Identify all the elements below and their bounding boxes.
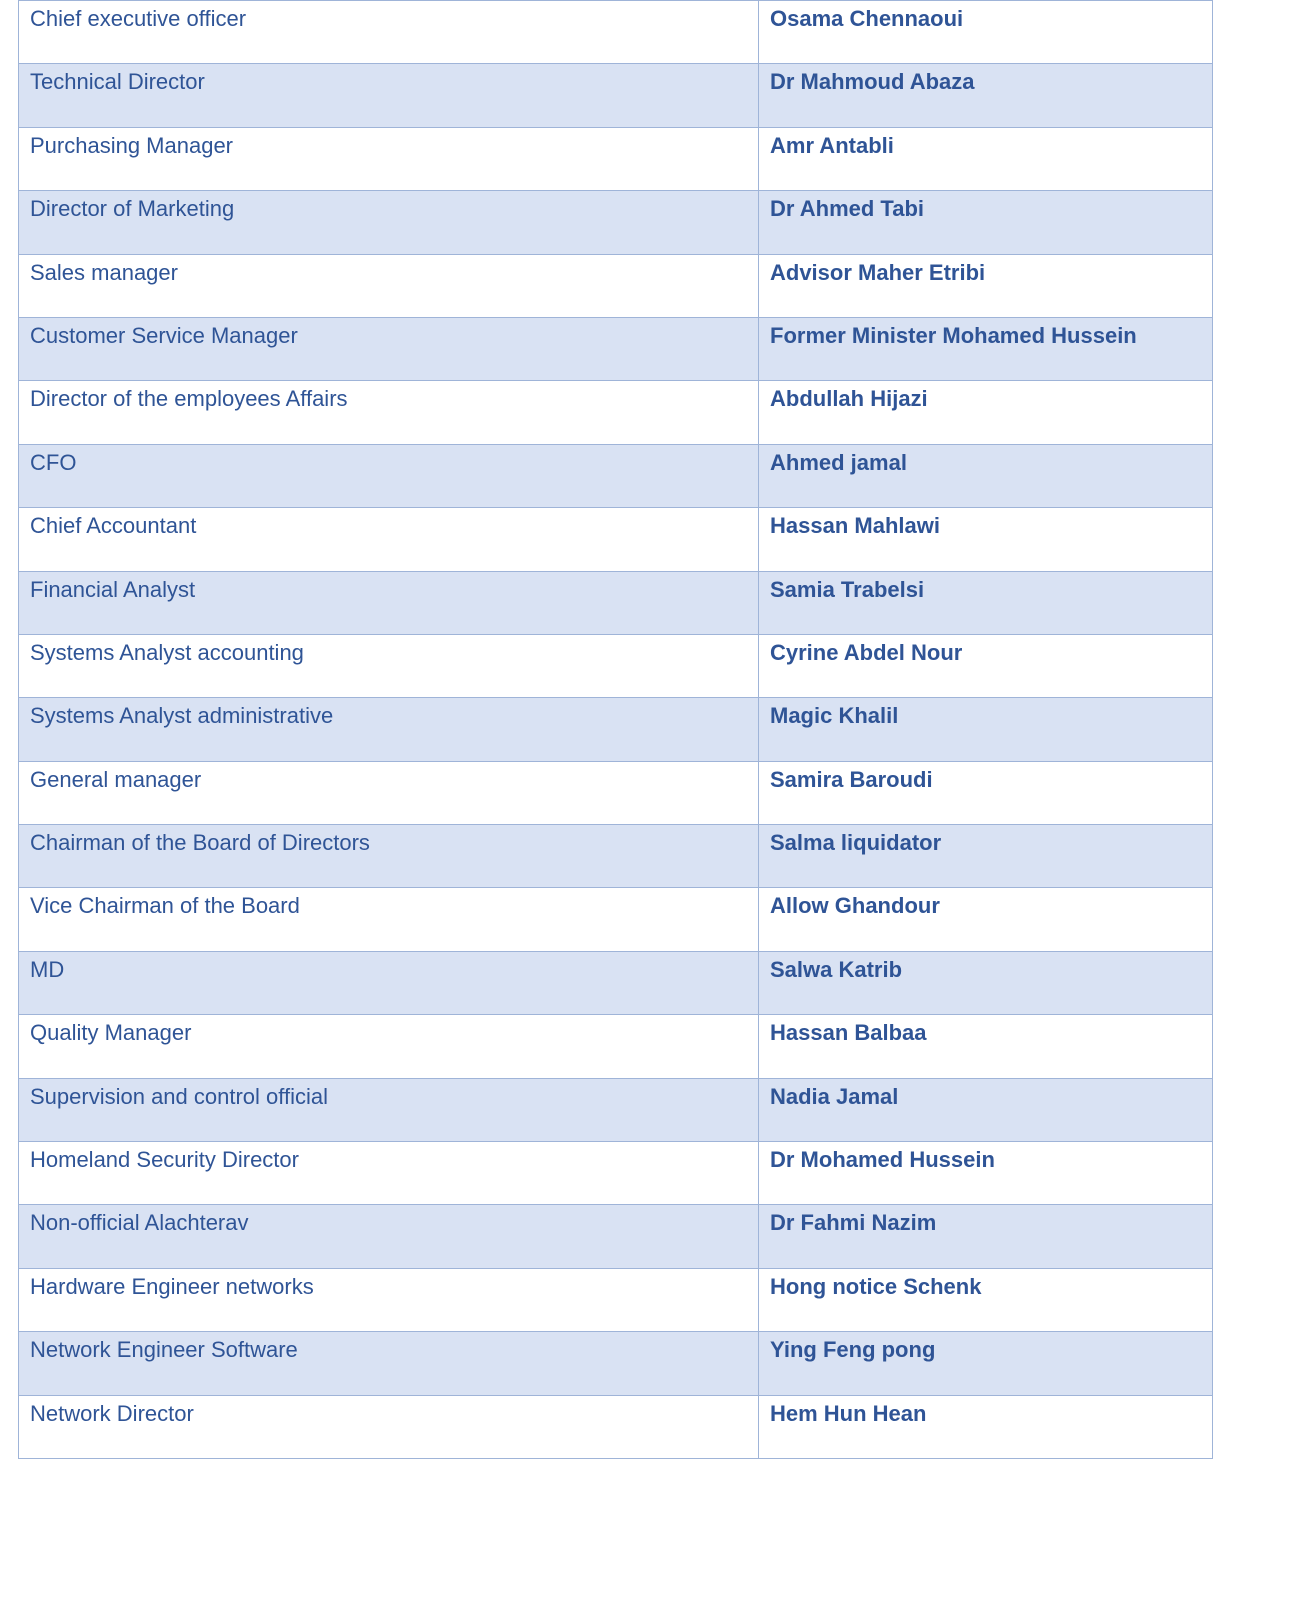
name-cell: Nadia Jamal — [759, 1078, 1213, 1141]
table-row — [19, 191, 1213, 254]
table-row — [19, 1268, 1213, 1331]
table-row — [19, 1205, 1213, 1268]
table-row — [19, 317, 1213, 380]
role-cell: Homeland Security Director — [19, 1142, 759, 1205]
name-cell: Abdullah Hijazi — [759, 381, 1213, 444]
table-row — [19, 571, 1213, 634]
role-cell: Vice Chairman of the Board — [19, 888, 759, 951]
role-cell: Financial Analyst — [19, 571, 759, 634]
role-cell: Chairman of the Board of Directors — [19, 825, 759, 888]
name-cell: Hassan Balbaa — [759, 1015, 1213, 1078]
staff-directory-table — [18, 0, 1213, 1459]
table-row — [19, 698, 1213, 761]
name-cell: Allow Ghandour — [759, 888, 1213, 951]
table-row — [19, 634, 1213, 697]
table-row — [19, 381, 1213, 444]
name-cell: Dr Mohamed Hussein — [759, 1142, 1213, 1205]
table-row — [19, 1015, 1213, 1078]
name-cell: Former Minister Mohamed Hussein — [759, 317, 1213, 380]
table-row — [19, 127, 1213, 190]
role-cell: Customer Service Manager — [19, 317, 759, 380]
name-cell: Ying Feng pong — [759, 1332, 1213, 1395]
name-cell: Samia Trabelsi — [759, 571, 1213, 634]
role-cell: Supervision and control official — [19, 1078, 759, 1141]
role-cell: Technical Director — [19, 64, 759, 127]
role-cell: Systems Analyst accounting — [19, 634, 759, 697]
role-cell: Chief executive officer — [19, 1, 759, 64]
role-cell: Systems Analyst administrative — [19, 698, 759, 761]
role-cell: Director of Marketing — [19, 191, 759, 254]
role-cell: Purchasing Manager — [19, 127, 759, 190]
role-cell: Quality Manager — [19, 1015, 759, 1078]
name-cell: Hong notice Schenk — [759, 1268, 1213, 1331]
role-cell: MD — [19, 951, 759, 1014]
name-cell: Ahmed jamal — [759, 444, 1213, 507]
staff-table-body — [19, 1, 1213, 1459]
name-cell: Salma liquidator — [759, 825, 1213, 888]
table-row — [19, 1, 1213, 64]
name-cell: Dr Mahmoud Abaza — [759, 64, 1213, 127]
role-cell: Chief Accountant — [19, 508, 759, 571]
role-cell: Hardware Engineer networks — [19, 1268, 759, 1331]
name-cell: Dr Ahmed Tabi — [759, 191, 1213, 254]
name-cell: Osama Chennaoui — [759, 1, 1213, 64]
role-cell: Director of the employees Affairs — [19, 381, 759, 444]
table-row — [19, 761, 1213, 824]
name-cell: Advisor Maher Etribi — [759, 254, 1213, 317]
name-cell: Salwa Katrib — [759, 951, 1213, 1014]
table-row — [19, 1332, 1213, 1395]
table-row — [19, 64, 1213, 127]
role-cell: Network Engineer Software — [19, 1332, 759, 1395]
name-cell: Dr Fahmi Nazim — [759, 1205, 1213, 1268]
name-cell: Magic Khalil — [759, 698, 1213, 761]
role-cell: Sales manager — [19, 254, 759, 317]
role-cell: CFO — [19, 444, 759, 507]
name-cell: Samira Baroudi — [759, 761, 1213, 824]
name-cell: Hassan Mahlawi — [759, 508, 1213, 571]
role-cell: Non-official Alachterav — [19, 1205, 759, 1268]
role-cell: Network Director — [19, 1395, 759, 1458]
name-cell: Hem Hun Hean — [759, 1395, 1213, 1458]
role-cell: General manager — [19, 761, 759, 824]
table-row — [19, 508, 1213, 571]
table-row — [19, 888, 1213, 951]
table-row — [19, 1395, 1213, 1458]
table-row — [19, 1142, 1213, 1205]
table-row — [19, 951, 1213, 1014]
table-row — [19, 444, 1213, 507]
name-cell: Cyrine Abdel Nour — [759, 634, 1213, 697]
name-cell: Amr Antabli — [759, 127, 1213, 190]
table-row — [19, 254, 1213, 317]
table-row — [19, 825, 1213, 888]
table-row — [19, 1078, 1213, 1141]
